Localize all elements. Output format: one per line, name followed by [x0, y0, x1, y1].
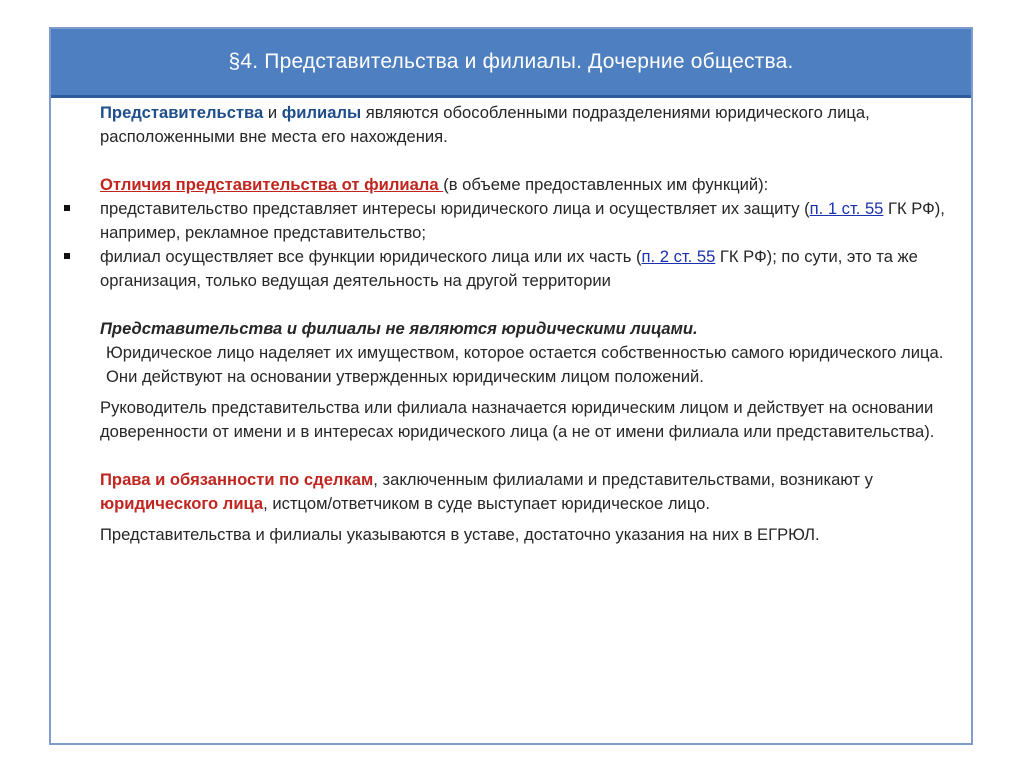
- rights-tail: , истцом/ответчиком в суде выступает юридическое лицо.: [263, 494, 710, 513]
- rights-text: , заключенным филиалами и представительствами, возникают у: [373, 470, 873, 489]
- term-branches: филиалы: [281, 103, 362, 122]
- slide: [49, 27, 973, 745]
- head-paragraph: Руководитель представительства или филиала назначается юридическим лицом и действует на основании доверенности от имени и в интересах юридического лица (а не от имени филиала или представительства).: [100, 398, 935, 441]
- bullet-representation-text: представительство представляет интересы юридического лица и осуществляет их защиту (: [100, 199, 810, 218]
- conjunction: и: [263, 103, 282, 122]
- charter-paragraph: Представительства и филиалы указываются в уставе, достаточно указания на них в ЕГРЮЛ.: [100, 525, 820, 544]
- differences-heading: [100, 173, 960, 197]
- link-article-55-p1[interactable]: п. 1 ст. 55: [809, 199, 884, 218]
- slide-header: [51, 29, 971, 98]
- slide-content: [100, 101, 960, 547]
- not-legal-title: Представительства и филиалы не являются юридическими лицами.: [100, 319, 698, 338]
- bullet-branch-text: филиал осуществляет все функции юридического лица или их часть (: [100, 247, 642, 266]
- slide-title: §4. Представительства и филиалы. Дочерние общества.: [228, 50, 794, 73]
- property-paragraph: Юридическое лицо наделяет их имуществом, которое остается собственностью самого юридического лица. Они действуют на основании утвержденных юридическим лицом положений.: [106, 343, 944, 386]
- not-legal-heading: [100, 317, 960, 341]
- term-representations: Представительства: [100, 103, 264, 122]
- rights-paragraph: [100, 468, 960, 516]
- term-legal-entity: юридического лица: [100, 494, 264, 513]
- term-rights: Права и обязанности по сделкам: [100, 470, 374, 489]
- bullet-branch: [100, 245, 960, 293]
- bullet-branch-tail: ГК РФ); по сути, это та же организация, только ведущая деятельность на другой территории: [100, 247, 918, 290]
- intro-paragraph: [100, 101, 960, 149]
- bullet-representation-tail: ГК РФ), например, рекламное представительство;: [100, 199, 945, 242]
- differences-title: Отличия представительства от филиала: [100, 175, 444, 194]
- link-article-55-p2[interactable]: п. 2 ст. 55: [641, 247, 716, 266]
- bullet-representation: [100, 197, 960, 245]
- intro-text: являются обособленными подразделениями юридического лица, расположенными вне места его нахождения.: [100, 103, 870, 146]
- differences-subtitle: (в объеме предоставленных им функций):: [443, 175, 769, 194]
